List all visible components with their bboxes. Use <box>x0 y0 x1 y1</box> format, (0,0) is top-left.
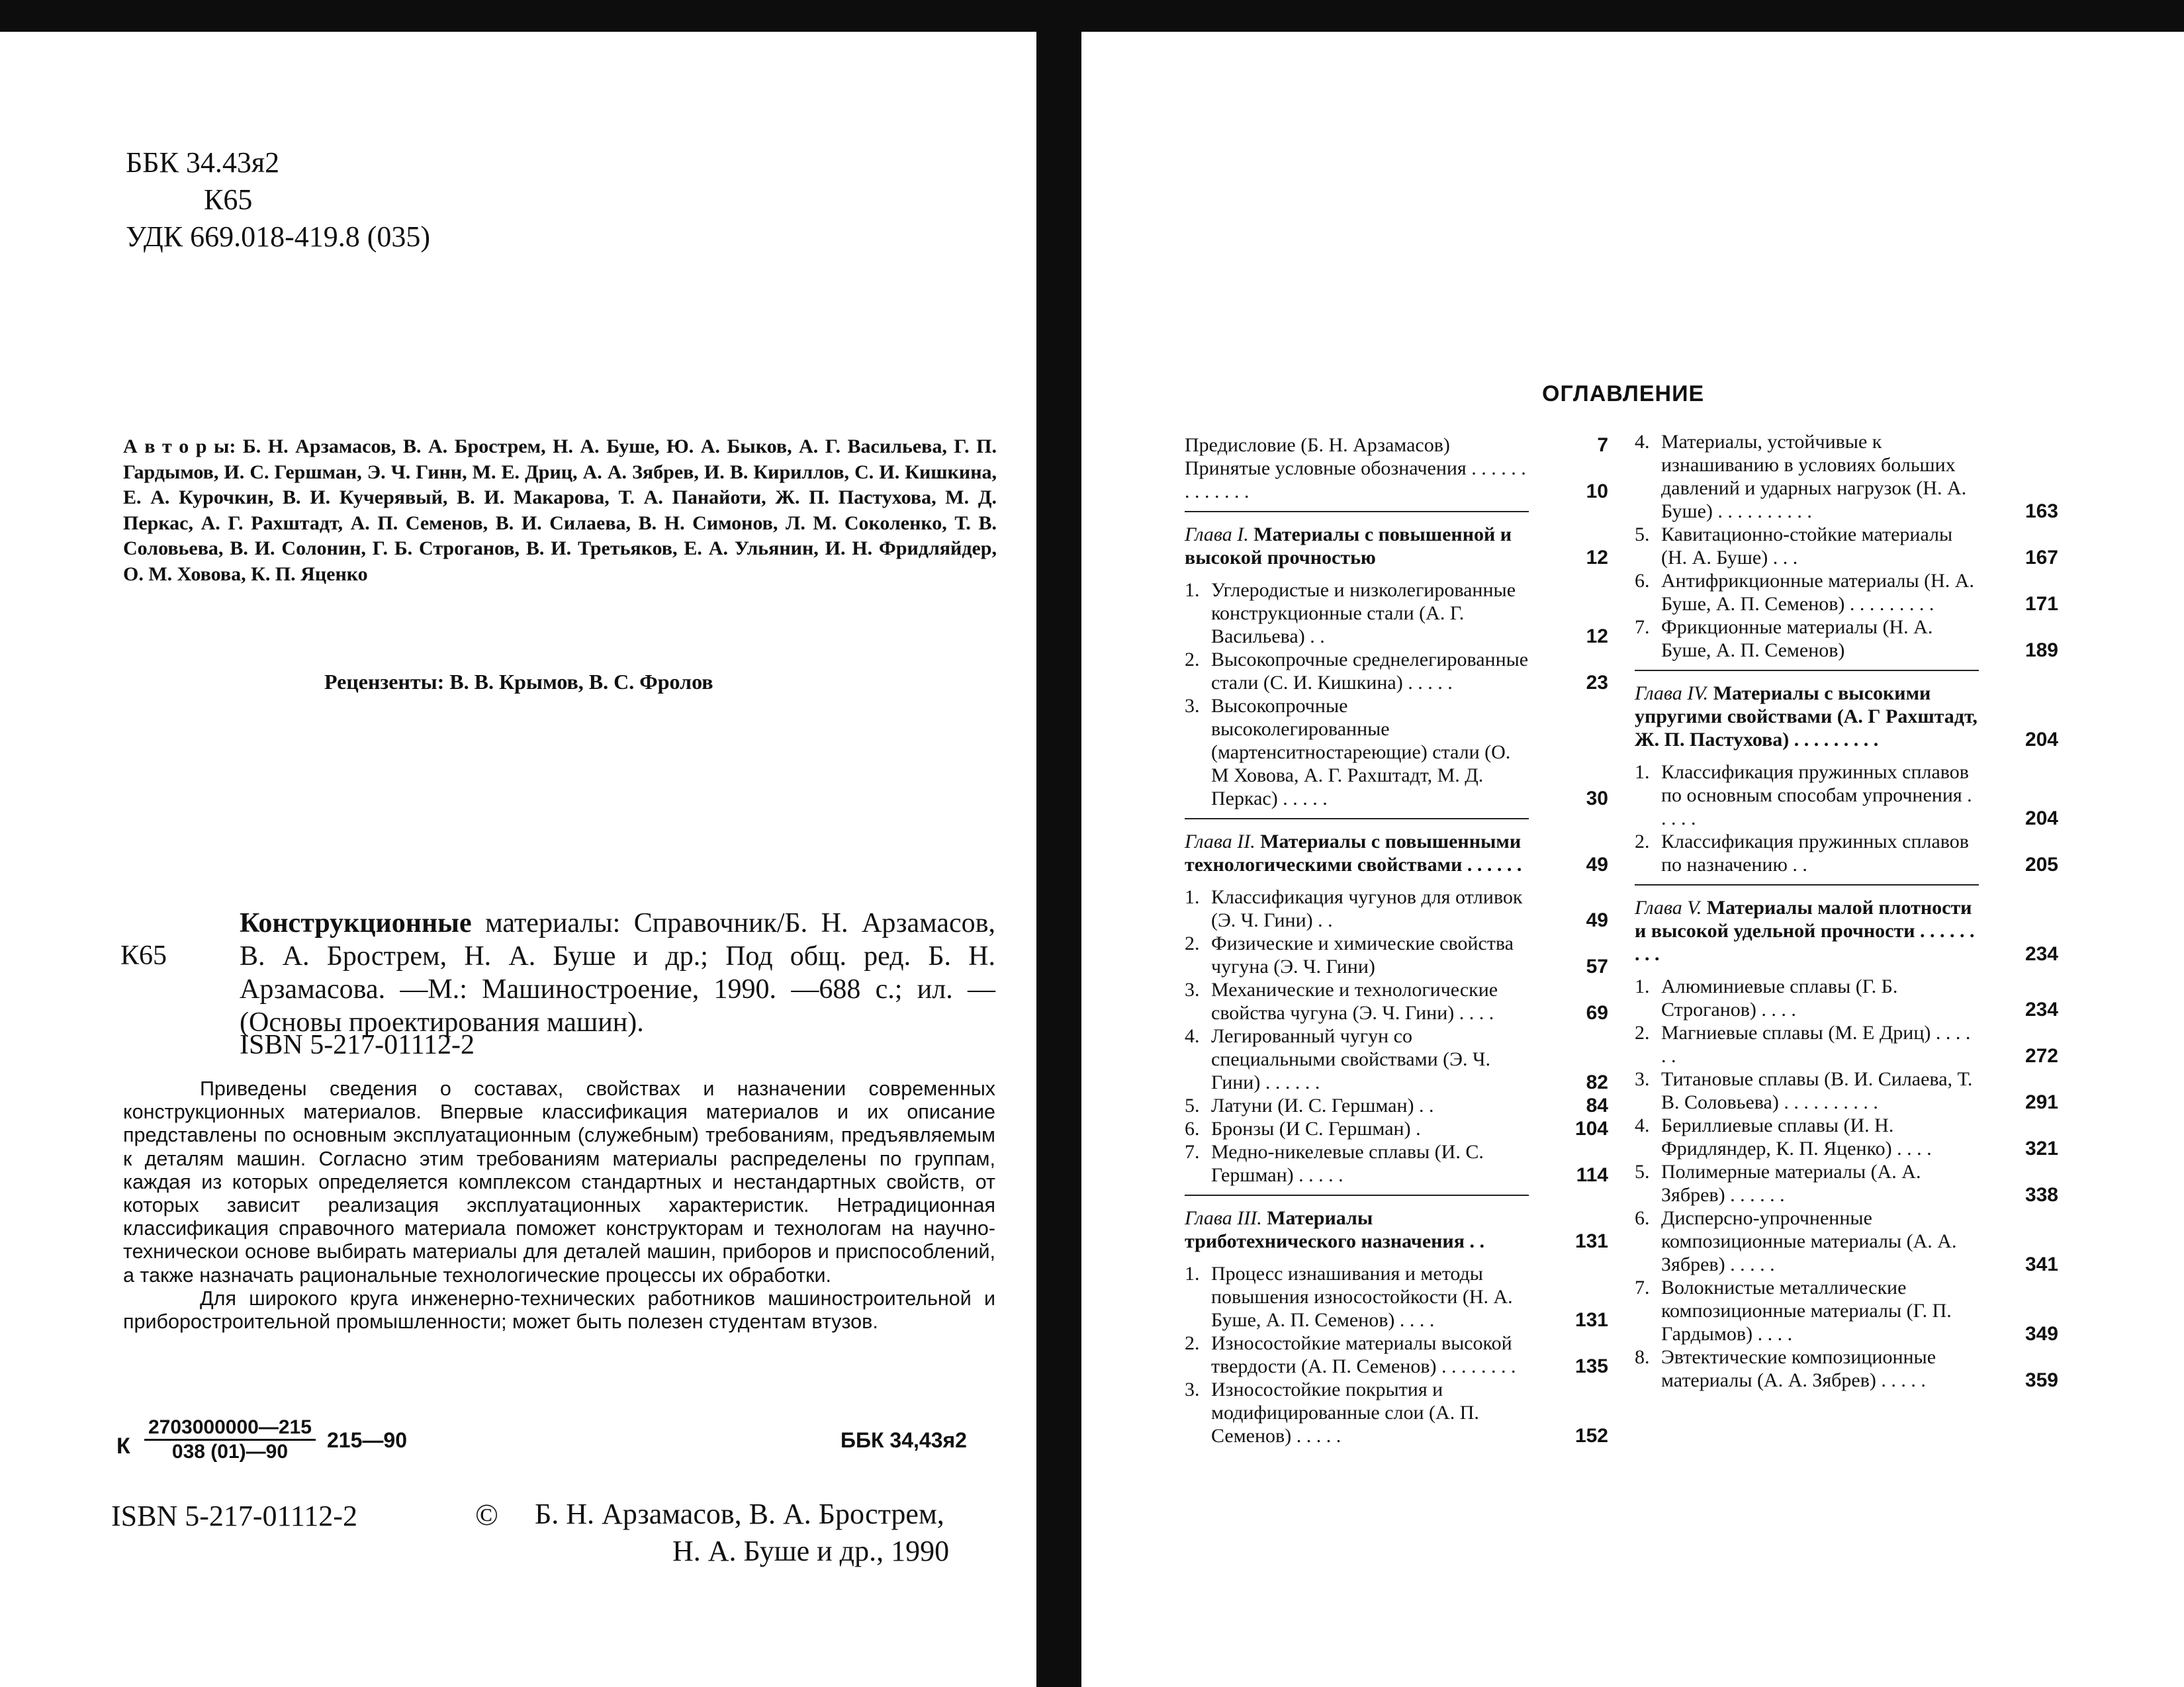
toc-entry[interactable] <box>1635 1160 2058 1207</box>
toc-chapter-label: Глава IV. <box>1635 682 1709 704</box>
toc-entry-number: 4. <box>1635 1115 1650 1136</box>
toc-page-number: 12 <box>1586 625 1608 647</box>
toc-entry[interactable] <box>1185 932 1608 978</box>
toc-entry-text: Бронзы (И С. Гершман) . <box>1211 1118 1421 1140</box>
chapter-gap <box>1185 1253 1608 1262</box>
toc-entry-number: 3. <box>1185 1379 1200 1400</box>
chapter-gap <box>1185 876 1608 886</box>
toc-entry-number: 1. <box>1185 1263 1200 1285</box>
toc-entry-text: Кавитационно-стойкие материалы (Н. А. Буше) . . . <box>1661 524 1953 569</box>
toc-entry-number: 6. <box>1185 1118 1200 1140</box>
toc-entry-text: Полимерные материалы (А. А. Зябрев) . . . . . . <box>1661 1161 1921 1206</box>
toc-column-2 <box>1635 430 2058 1392</box>
toc-entry-text: Латуни (И. С. Гершман) . . <box>1211 1095 1434 1117</box>
toc-entry[interactable] <box>1185 1332 1608 1378</box>
toc-entry[interactable] <box>1185 1025 1608 1094</box>
toc-page-number: 171 <box>2025 593 2058 615</box>
toc-entry[interactable] <box>1635 830 2058 876</box>
toc-page-number: 152 <box>1574 1425 1608 1447</box>
toc-entry-text: Антифрикционные материалы (Н. А. Буше, А. П. Семенов) . . . . . . . . . <box>1661 570 1974 615</box>
toc-page-number: 131 <box>1574 1309 1608 1331</box>
toc-page-number: 341 <box>2025 1254 2058 1275</box>
toc-page-number: 272 <box>2025 1045 2058 1067</box>
toc-page-number: 84 <box>1586 1095 1608 1117</box>
toc-entry[interactable] <box>1185 978 1608 1025</box>
toc-entry-text: Процесс изнашивания и методы повышения износостойкости (Н. А. Буше, А. П. Семенов) . . . . <box>1211 1263 1513 1331</box>
toc-title: ОГЛАВЛЕНИЕ <box>1542 381 1705 406</box>
toc-chapter[interactable] <box>1185 1207 1608 1253</box>
toc-entry[interactable] <box>1635 616 2058 662</box>
toc-entry[interactable] <box>1635 430 2058 523</box>
toc-entry[interactable] <box>1185 1378 1608 1447</box>
toc-chapter[interactable] <box>1185 523 1608 569</box>
toc-entry[interactable] <box>1185 1140 1608 1187</box>
toc-entry-text: Классификация чугунов для отливок (Э. Ч. Гини) . . <box>1211 886 1523 931</box>
toc-chapter-label: Глава III. <box>1185 1207 1262 1229</box>
author-mark: К65 <box>204 183 253 216</box>
authors-list: А в т о р ы: Б. Н. Арзамасов, В. А. Брострем, Н. А. Буше, Ю. А. Быков, А. Г. Васильева, Г. П. Гардымов, И. С. Гершман, Э. Ч. Гинн, М. Е. Дриц, А. А. Зябрев, И. В. Кириллов, С. И. Кишкина, Е. А. Курочкин, В. И. Кучерявый, В. И. Макарова, Т. А. Панайоти, Ж. П. Пастухова, М. Д. Перкас, А. Г. Рахштадт, А. П. Семенов, В. И. Силаева, В. Н. Симонов, Л. М. Соколенко, Т. В. Соловьева, В. И. Солонин, Г. Б. Строганов, В. И. Третьяков, Е. А. Ульянин, И. Н. Фридляйдер, О. М. Ховова, К. П. Яценко <box>123 435 997 585</box>
toc-chapter-text: Материалы триботехнического назначения . . <box>1185 1207 1484 1252</box>
toc-chapter-label: Глава II. <box>1185 831 1255 852</box>
toc-entry-text: Углеродистые и низколегированные конструкционные стали (А. Г. Васильева) . . <box>1211 579 1516 647</box>
chapter-gap <box>1635 751 2058 760</box>
toc-page-number: 104 <box>1574 1118 1608 1140</box>
udk-line: УДК 669.018-419.8 (035) <box>126 220 431 253</box>
book-spine-shadow <box>1036 0 1081 1687</box>
classification-block <box>126 144 430 255</box>
copyright-icon: © <box>475 1498 498 1531</box>
bbk-line: ББК 34.43я2 <box>126 146 280 179</box>
toc-entry-number: 1. <box>1185 886 1200 908</box>
toc-entry[interactable] <box>1635 1021 2058 1068</box>
catalog-mark: К65 <box>120 940 167 971</box>
toc-entry-number: 3. <box>1635 1068 1650 1090</box>
toc-page-number: 69 <box>1586 1002 1608 1024</box>
toc-entry-text: Высокопрочные высоколегированные (мартенситностареющие) стали (О. М Ховова, А. Г. Рахштадт, М. Д. Перкас) . . . . . <box>1211 695 1511 809</box>
chapter-separator <box>1185 1195 1529 1196</box>
toc-chapter-label: Глава I. <box>1185 524 1249 545</box>
chapter-separator <box>1635 884 1979 886</box>
toc-entry-number: 6. <box>1635 1207 1650 1229</box>
toc-entry-number: 8. <box>1635 1346 1650 1368</box>
toc-chapter[interactable] <box>1635 896 2058 966</box>
toc-page-number: 163 <box>2025 500 2058 522</box>
toc-page-number: 135 <box>1574 1355 1608 1377</box>
toc-entry-number: 2. <box>1185 1332 1200 1354</box>
toc-page-number: 204 <box>2025 807 2058 829</box>
toc-entry[interactable] <box>1185 457 1608 503</box>
toc-entry-number: 3. <box>1185 695 1200 717</box>
toc-entry-text: Материалы, устойчивые к изнашиванию в условиях больших давлений и ударных нагрузок (Н. А. Буше) . . . . . . . . . . <box>1661 431 1967 522</box>
toc-entry-text: Классификация пружинных сплавов по основным способам упрочнения . . . . . <box>1661 761 1972 829</box>
toc-entry-number: 1. <box>1635 761 1650 783</box>
toc-entry-text: Бериллиевые сплавы (И. Н. Фридляндер, К. П. Яценко) . . . . <box>1661 1115 1932 1160</box>
toc-entry-text: Дисперсно-упрочненные композиционные материалы (А. А. Зябрев) . . . . . <box>1661 1207 1957 1275</box>
annotation-paragraph-2: Для широкого круга инженерно-технических работников машиностроительной и приборостроительной промышленности; может быть полезен студентам втузов. <box>123 1287 995 1334</box>
toc-page-number: 30 <box>1586 788 1608 809</box>
toc-entry[interactable] <box>1185 1262 1608 1332</box>
isbn-line: ISBN 5-217-01112-2 <box>240 1030 475 1060</box>
toc-entry-text: Медно-никелевые сплавы (И. С. Гершман) . . . . . <box>1211 1141 1484 1186</box>
toc-entry-number: 5. <box>1185 1095 1200 1117</box>
toc-chapter-text: Материалы с повышенными технологическими свойствами . . . . . . <box>1185 831 1522 876</box>
toc-chapter-title <box>1185 1207 1529 1253</box>
toc-chapter-title <box>1635 896 1979 966</box>
toc-chapter-title <box>1635 682 1979 751</box>
annotation <box>123 1077 995 1334</box>
toc-chapter-text: Материалы с повышенной и высокой прочностью <box>1185 524 1512 569</box>
annotation-paragraph-1: Приведены сведения о составах, свойствах и назначении современных конструкционных материалов. Впервые классификация материалов и их описание представлены по основным эксплуатационным (служебным) требованиям, предъявляемым к деталям машин. Согласно этим требованиям материалы распределены по группам, каждая из которых определяется комплексом стандартных и нестандартных свойств, от которых зависит реализация эксплуатационных характеристик. Нетрадиционная классификация справочного материала поможет конструкторам и технологам на научно-техническои основе выбирать материалы для деталей машин, приборов и приспособлений, а также назначать рациональные технологические процессы их обработки. <box>123 1077 995 1287</box>
chapter-gap <box>1635 966 2058 975</box>
toc-chapter-title <box>1185 830 1529 876</box>
toc-entry-text: Титановые сплавы (В. И. Силаева, Т. В. Соловьева) . . . . . . . . . . <box>1661 1068 1973 1113</box>
code-numerator: 2703000000—215 <box>144 1416 316 1441</box>
toc-page-number: 114 <box>1576 1164 1608 1186</box>
toc-page-number: 23 <box>1586 672 1608 694</box>
chapter-separator <box>1185 511 1529 512</box>
toc-entry-text: Алюминиевые сплавы (Г. Б. Строганов) . . . . <box>1661 976 1898 1021</box>
toc-page-number: 234 <box>2025 943 2058 965</box>
toc-entry[interactable] <box>1635 569 2058 616</box>
bibliographic-record <box>240 907 995 1039</box>
isbn-bottom: ISBN 5-217-01112-2 <box>111 1500 357 1532</box>
toc-entry-number: 7. <box>1635 1277 1650 1299</box>
toc-chapter-text: Материалы с высокими упругими свойствами (А. Г Рахштадт, Ж. П. Пастухова) . . . . . . . . . <box>1635 682 1978 751</box>
code-prefix: К <box>116 1434 130 1459</box>
toc-entry[interactable] <box>1635 760 2058 830</box>
chapter-separator <box>1635 670 1979 671</box>
toc-page-number: 167 <box>2025 547 2058 569</box>
toc-entry-number: 2. <box>1185 649 1200 670</box>
toc-entry-number: 7. <box>1635 616 1650 638</box>
toc-page-number: 204 <box>2025 729 2058 751</box>
toc-entry[interactable] <box>1185 886 1608 932</box>
copyright-line-2: Н. А. Буше и др., 1990 <box>672 1535 950 1567</box>
toc-entry[interactable] <box>1635 1068 2058 1114</box>
toc-page-number: 205 <box>2025 854 2058 876</box>
toc-entry-text: Высокопрочные среднелегированные стали (С. И. Кишкина) . . . . . <box>1211 649 1529 694</box>
toc-entry-text: Принятые условные обозначения . . . . . . . . . . . . . <box>1185 457 1526 502</box>
toc-entry[interactable] <box>1185 1117 1608 1140</box>
toc-entry-number: 4. <box>1635 431 1650 453</box>
toc-column-1 <box>1185 433 1608 1447</box>
toc-entry[interactable] <box>1635 1276 2058 1345</box>
chapter-gap <box>1185 569 1608 578</box>
toc-entry[interactable] <box>1635 1207 2058 1276</box>
toc-entry[interactable] <box>1635 1114 2058 1160</box>
record-details: материалы: Справочник/Б. Н. Арзамасов, В. А. Брострем, Н. А. Буше и др.; Под общ. ред. Б. Н. Арзамасова. —М.: Машиностроение, 1990. —688 с.; ил. —(Основы проектирования машин). <box>240 908 995 1038</box>
toc-page-number: 359 <box>2025 1369 2058 1391</box>
toc-entry-number: 7. <box>1185 1141 1200 1163</box>
toc-page-number: 338 <box>2025 1184 2058 1206</box>
toc-entry[interactable] <box>1185 1094 1608 1117</box>
toc-entry-text: Предисловие (Б. Н. Арзамасов) <box>1185 434 1450 456</box>
toc-entry-text: Износостойкие покрытия и модифицированные слои (А. П. Семенов) . . . . . <box>1211 1379 1479 1447</box>
toc-entry-text: Механические и технологические свойства чугуна (Э. Ч. Гини) . . . . <box>1211 979 1498 1024</box>
toc-chapter[interactable] <box>1635 682 2058 751</box>
toc-entry-number: 2. <box>1185 933 1200 954</box>
toc-chapter[interactable] <box>1185 830 1608 876</box>
scan-top-edge <box>0 0 2184 32</box>
toc-page-number: 82 <box>1586 1071 1608 1093</box>
toc-entry-text: Физические и химические свойства чугуна (Э. Ч. Гини) <box>1211 933 1514 978</box>
toc-entry[interactable] <box>1185 694 1608 810</box>
toc-entry[interactable] <box>1635 1345 2058 1392</box>
toc-page-number: 57 <box>1586 956 1608 978</box>
code-suffix: 215—90 <box>327 1428 407 1452</box>
bbk-bottom: ББК 34,43я2 <box>841 1428 967 1452</box>
toc-entry[interactable] <box>1185 648 1608 694</box>
toc-entry-text: Классификация пружинных сплавов по назначению . . <box>1661 831 1969 876</box>
toc-chapter-text: Материалы малой плотности и высокой удельной прочности . . . . . . . . . <box>1635 897 1975 965</box>
toc-entry-number: 2. <box>1635 831 1650 852</box>
toc-entry[interactable] <box>1635 975 2058 1021</box>
toc-page-number: 49 <box>1586 854 1608 876</box>
code-fraction <box>144 1416 316 1463</box>
toc-entry-number: 5. <box>1635 524 1650 545</box>
toc-entry-text: Легированный чугун со специальными свойствами (Э. Ч. Гини) . . . . . . <box>1211 1025 1490 1093</box>
toc-entry-text: Эвтектические композиционные материалы (А. А. Зябрев) . . . . . <box>1661 1346 1936 1391</box>
toc-page-number: 321 <box>2025 1138 2058 1160</box>
toc-entry-text: Магниевые сплавы (М. Е Дриц) . . . . . . <box>1661 1022 1971 1067</box>
toc-page-number: 131 <box>1574 1230 1608 1252</box>
toc-chapter-label: Глава V. <box>1635 897 1702 919</box>
toc-page-number: 7 <box>1597 434 1608 456</box>
toc-entry[interactable] <box>1185 578 1608 648</box>
toc-entry-text: Износостойкие материалы высокой твердости (А. П. Семенов) . . . . . . . . <box>1211 1332 1516 1377</box>
toc-entry-number: 4. <box>1185 1025 1200 1047</box>
toc-entry-number: 1. <box>1635 976 1650 997</box>
toc-chapter-title <box>1185 523 1529 569</box>
reviewers-line: Рецензенты: В. В. Крымов, В. С. Фролов <box>324 670 713 694</box>
toc-page-number: 349 <box>2025 1323 2058 1345</box>
code-denominator: 038 (01)—90 <box>171 1441 288 1463</box>
toc-page-number: 49 <box>1586 909 1608 931</box>
toc-page-number: 291 <box>2025 1091 2058 1113</box>
toc-page-number: 189 <box>2025 639 2058 661</box>
toc-entry-number: 5. <box>1635 1161 1650 1183</box>
record-title: Конструкционные <box>240 908 472 938</box>
chapter-separator <box>1185 818 1529 819</box>
toc-page-number: 10 <box>1586 480 1608 502</box>
toc-page-number: 12 <box>1586 547 1608 569</box>
toc-entry-number: 6. <box>1635 570 1650 592</box>
toc-page-number: 234 <box>2025 999 2058 1021</box>
toc-entry-text: Фрикционные материалы (Н. А. Буше, А. П. Семенов) <box>1661 616 1933 661</box>
toc-entry-text: Волокнистые металлические композиционные материалы (Г. П. Гардымов) . . . . <box>1661 1277 1952 1345</box>
toc-entry[interactable] <box>1635 523 2058 569</box>
toc-entry-number: 1. <box>1185 579 1200 601</box>
toc-entry-number: 3. <box>1185 979 1200 1001</box>
toc-entry[interactable] <box>1185 433 1608 457</box>
toc-entry-number: 2. <box>1635 1022 1650 1044</box>
copyright-line-1: Б. Н. Арзамасов, В. А. Брострем, <box>535 1498 944 1530</box>
